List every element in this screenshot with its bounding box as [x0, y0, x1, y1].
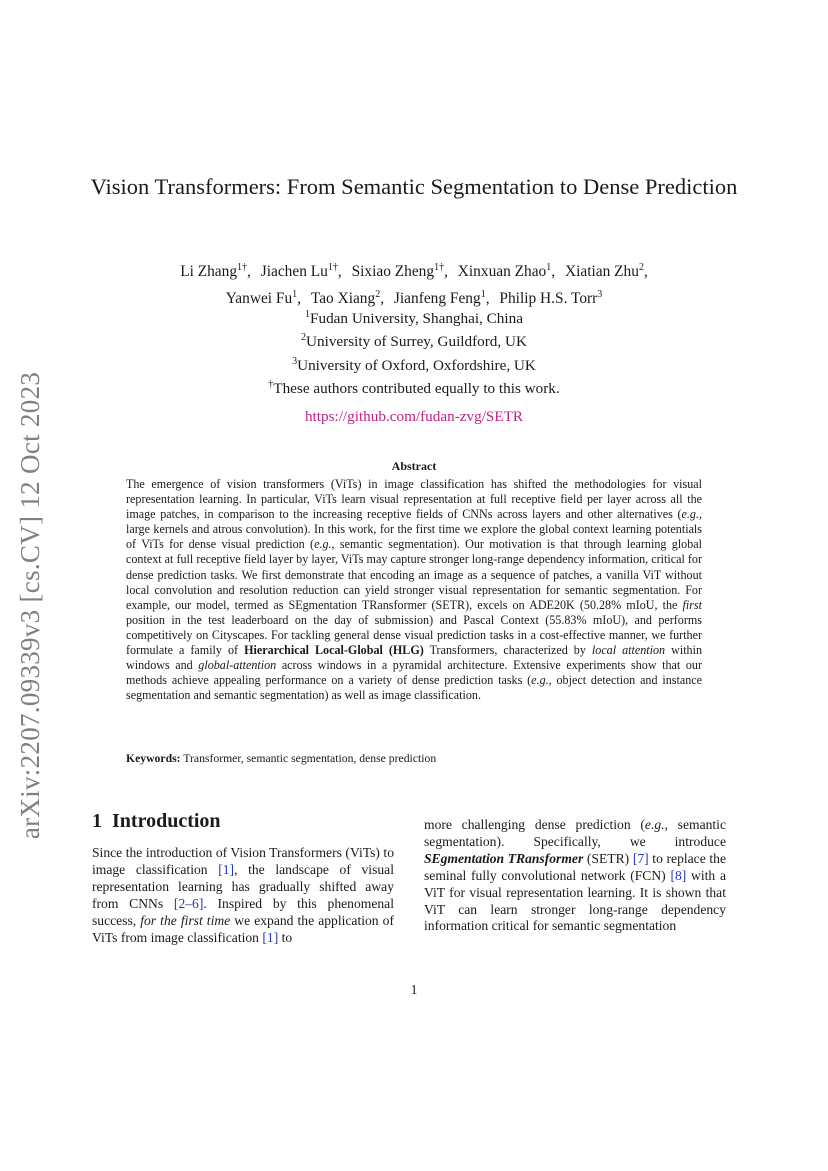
author: Jianfeng Feng$^1$, [393, 289, 490, 308]
author: Philip H.S. Torr$^3$ [499, 289, 603, 308]
affiliation: $^1$Fudan University, Shanghai, China [305, 309, 523, 328]
author: Xinxuan Zhao$^1$, [457, 262, 556, 281]
citation-link[interactable]: [8] [670, 867, 687, 883]
citation-link[interactable]: [2–6] [173, 895, 204, 911]
author-list [90, 256, 738, 310]
intro-right-column: more challenging dense prediction (e.g., semantic segmentation). Specifically, we introduce SEgmentation TRansformer (SETR) [7] to replace the seminal fully convolutional network (FCN) [8] with a ViT for visual representation learning. It is shown that ViT can learn stronger long-range dependency information critical for semantic segmentation [424, 817, 726, 934]
equal-contribution-note: †These authors contributed equally to this work. [268, 379, 560, 398]
intro-left-column: Since the introduction of Vision Transformers (ViTs) to image classification [1], the landscape of visual representation learning has gradually shifted away from CNNs [2–6]. Inspired by this phenomenal success, for the first time we expand the application of ViTs from image classification [1] to [92, 845, 394, 945]
author: Tao Xiang$^2$, [310, 289, 385, 308]
page-number: 1 [410, 982, 418, 997]
author: Xiatian Zhu$^2$, [564, 262, 648, 281]
repo-link[interactable]: https://github.com/fudan-zvg/SETR [304, 408, 524, 425]
author: Yanwei Fu$^1$, [225, 289, 302, 308]
keywords: Keywords: Transformer, semantic segmentation, dense prediction [126, 752, 437, 765]
section-heading-introduction: 1 Introduction [92, 810, 221, 832]
arxiv-id: arXiv:2207.09339v3 [cs.CV] 12 Oct 2023 [15, 371, 46, 839]
paper-title: Vision Transformers: From Semantic Segmentation to Dense Prediction [90, 174, 738, 199]
affiliation: $^2$University of Surrey, Guildford, UK [301, 332, 527, 351]
arxiv-stamp [10, 365, 52, 845]
abstract-text: The emergence of vision transformers (ViTs) in image classification has shifted the methodologies for visual representation learning. In particular, ViTs learn visual representation at full receptive field per layer across all the image patches, in comparison to the increasing receptive fields of CNNs across layers and other alternatives (e.g., large kernels and atrous convolution). In this work, for the first time we explore the global context learning potentials of ViTs for dense visual prediction (e.g., semantic segmentation). Our motivation is that through learning global context at full receptive field layer by layer, ViTs may capture stronger long-range dependency information, critical for dense prediction tasks. We first demonstrate that encoding an image as a sequence of patches, a vanilla ViT without local convolution and resolution reduction can yield stronger visual representation for semantic segmentation. For example, our model, termed as SEgmentation TRansformer (SETR), excels on ADE20K (50.28% mIoU, the first position in the test leaderboard on the day of submission) and Pascal Context (55.83% mIoU), and performs competitively on Cityscapes. For tackling general dense visual prediction tasks in a cost-effective manner, we further formulate a family of Hierarchical Local-Global (HLG) Transformers, characterized by local attention within windows and global-attention across windows in a pyramidal architecture. Extensive experiments show that our methods achieve appealing performance on a variety of dense prediction tasks (e.g., object detection and instance segmentation and semantic segmentation) as well as image classification. [126, 477, 703, 703]
citation-link[interactable]: [7] [632, 850, 649, 866]
affiliation-list [90, 305, 738, 398]
author: Sixiao Zheng$^{1\dagger}$, [351, 262, 448, 281]
abstract-heading: Abstract [391, 459, 437, 473]
author: Jiachen $Lu^{1\dagger}$, [260, 262, 342, 281]
affiliation: $^3$University of Oxford, Oxfordshire, UK [292, 355, 536, 374]
citation-link[interactable]: [1] [262, 929, 279, 945]
citation-link[interactable]: [1] [218, 861, 235, 877]
author: Li Zhang$^{1\dagger}$, [180, 262, 251, 281]
